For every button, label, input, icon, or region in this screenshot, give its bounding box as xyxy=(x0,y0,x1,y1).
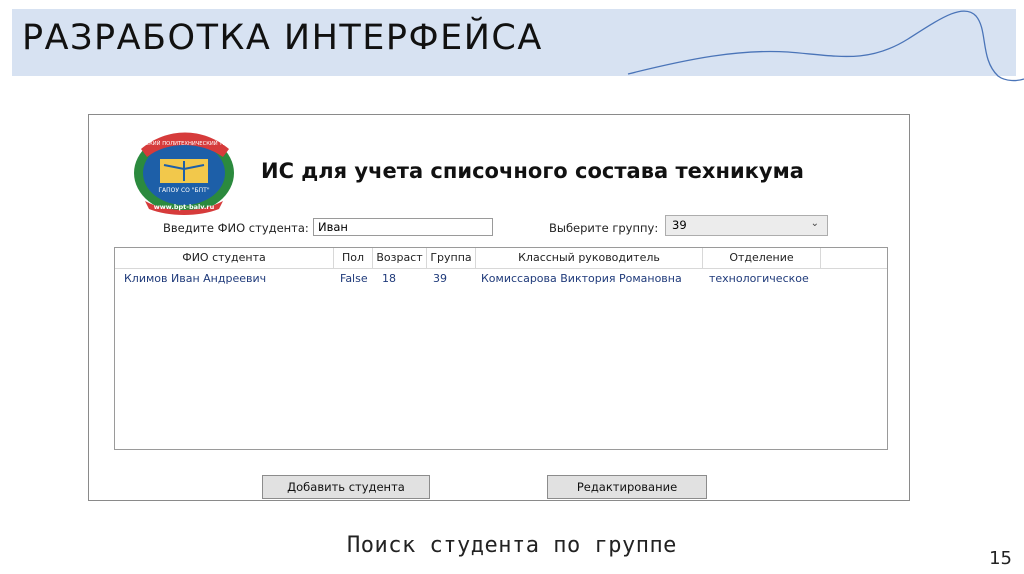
chevron-down-icon: ⌄ xyxy=(810,218,819,229)
fio-search-input[interactable] xyxy=(313,218,493,236)
logo-top-text: БАЛАКОВСКИЙ ПОЛИТЕХНИЧЕСКИЙ ТЕХНИКУМ xyxy=(119,141,249,147)
table-header xyxy=(115,248,887,269)
app-title: ИС для учета списочного состава техникума xyxy=(261,159,804,183)
cell-department: технологическое xyxy=(709,272,809,285)
column-header-gender[interactable]: Пол xyxy=(334,248,373,268)
group-select[interactable] xyxy=(665,215,828,236)
column-header-department[interactable]: Отделение xyxy=(703,248,821,268)
cell-curator: Комиссарова Виктория Романовна xyxy=(481,272,682,285)
group-select-value: 39 xyxy=(672,218,687,232)
slide-caption: Поиск студента по группе xyxy=(347,533,677,558)
add-student-button[interactable]: Добавить студента xyxy=(262,475,430,499)
column-header-age[interactable]: Возраст xyxy=(373,248,427,268)
group-label: Выберите группу: xyxy=(549,221,659,235)
app-window xyxy=(88,114,910,501)
cell-group: 39 xyxy=(433,272,447,285)
logo-website: www.bpt-balv.ru xyxy=(153,203,215,211)
cell-gender: False xyxy=(340,272,368,285)
fio-label: Введите ФИО студента: xyxy=(163,221,309,235)
table-row[interactable] xyxy=(115,269,887,289)
slide-title: РАЗРАБОТКА ИНТЕРФЕЙСА xyxy=(22,18,543,58)
logo-bottom-text: ГАПОУ СО "БПТ" xyxy=(158,187,210,194)
students-table[interactable] xyxy=(114,247,888,450)
wave-decoration xyxy=(628,4,1024,82)
column-header-fio[interactable]: ФИО студента xyxy=(115,248,334,268)
cell-age: 18 xyxy=(382,272,396,285)
cell-fio: Климов Иван Андреевич xyxy=(124,272,267,285)
column-header-curator[interactable]: Классный руководитель xyxy=(476,248,703,268)
fio-input-value: Иван xyxy=(318,220,348,234)
college-logo xyxy=(119,121,249,217)
edit-button[interactable]: Редактирование xyxy=(547,475,707,499)
column-header-group[interactable]: Группа xyxy=(427,248,476,268)
page-number: 15 xyxy=(989,548,1012,569)
